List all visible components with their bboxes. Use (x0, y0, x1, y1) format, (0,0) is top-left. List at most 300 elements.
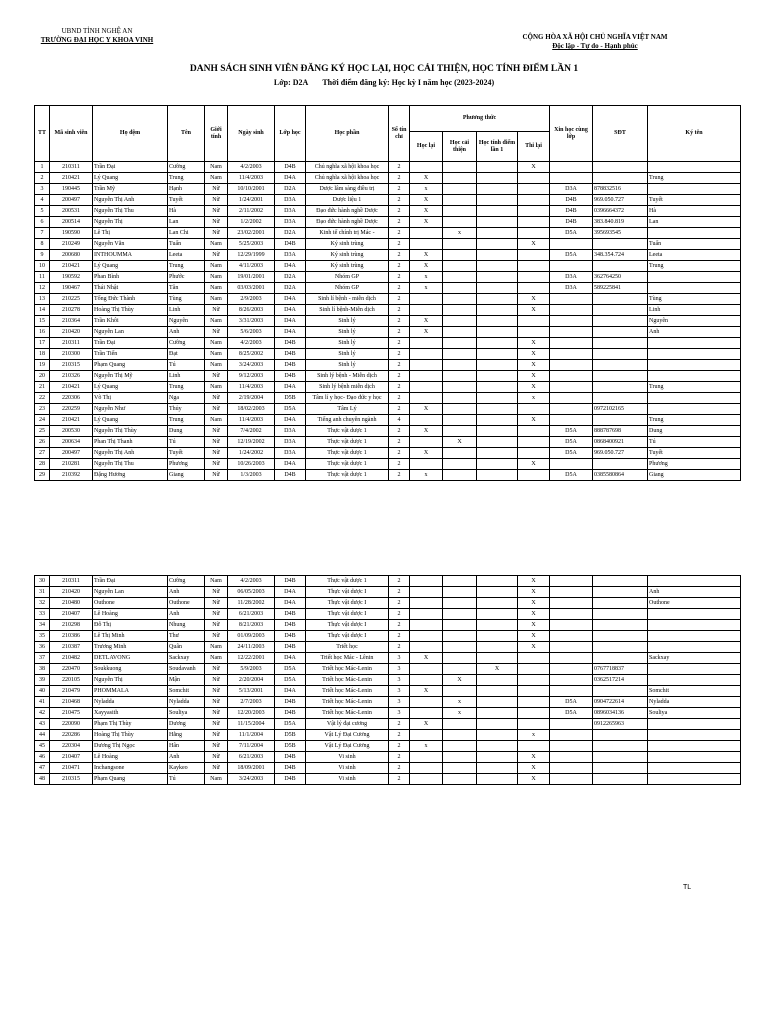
table-cell (648, 631, 741, 642)
table-cell: 3 (389, 686, 410, 697)
table-cell: 4/2/2003 (228, 162, 275, 173)
table-cell: 2 (389, 642, 410, 653)
table-cell: Anh (168, 609, 205, 620)
table-row (35, 774, 741, 785)
table-cell (443, 587, 477, 598)
table-cell: x (410, 184, 443, 195)
table-cell: x (443, 228, 477, 239)
table-cell (477, 459, 518, 470)
table-row (35, 228, 741, 239)
table-cell: Somchit (168, 686, 205, 697)
table-cell (593, 162, 648, 173)
table-cell (443, 774, 477, 785)
university-name: TRƯỜNG ĐẠI HỌC Y KHOA VINH (40, 36, 154, 44)
table-cell (477, 382, 518, 393)
table-cell: Mận (168, 675, 205, 686)
table-cell: Tuyết (168, 195, 205, 206)
table-cell: D3A (275, 437, 306, 448)
table-cell: 11/15/2004 (228, 719, 275, 730)
table-cell: x (410, 741, 443, 752)
table-cell (410, 239, 443, 250)
table-cell (593, 239, 648, 250)
table-cell: X (518, 576, 550, 587)
table-cell: 210315 (50, 774, 93, 785)
table-cell (410, 305, 443, 316)
table-cell: Anh (648, 327, 741, 338)
table-cell: Nam (205, 272, 228, 283)
table-cell: 2 (389, 349, 410, 360)
table-cell (410, 642, 443, 653)
table-cell (410, 752, 443, 763)
table-cell: 11/4/2003 (228, 173, 275, 184)
table-cell: 2 (389, 752, 410, 763)
table-cell (443, 316, 477, 327)
table-cell: 210298 (50, 620, 93, 631)
table-cell: Dung (648, 426, 741, 437)
table-cell: 4 (35, 195, 50, 206)
table-cell (410, 708, 443, 719)
table-cell: Tuyết (648, 195, 741, 206)
table-cell: Lý Quang (93, 415, 168, 426)
table-cell: 210482 (50, 653, 93, 664)
table-cell: Tú (168, 437, 205, 448)
table-cell (648, 393, 741, 404)
registration-table (34, 105, 741, 481)
table-cell: Trung (168, 261, 205, 272)
table-cell (410, 697, 443, 708)
table-cell: Linh (648, 305, 741, 316)
table-cell: Thực vật dược 1 (306, 459, 389, 470)
table-cell: 2 (389, 217, 410, 228)
table-cell (410, 349, 443, 360)
table-cell (443, 415, 477, 426)
col-improve: Học cải thiện (443, 132, 477, 162)
table-cell: 1/24/2001 (228, 195, 275, 206)
table-cell (550, 382, 593, 393)
table-cell (550, 316, 593, 327)
table-cell (593, 620, 648, 631)
table-cell: X (410, 426, 443, 437)
table-cell: Đạo đức hành nghề Dược (306, 206, 389, 217)
table-cell: Vi sinh (306, 774, 389, 785)
table-cell: 12/19/2002 (228, 437, 275, 448)
col-tt: TT (35, 106, 50, 162)
table-cell: Nữ (205, 675, 228, 686)
table-cell: 26 (35, 437, 50, 448)
table-cell: D4B (275, 576, 306, 587)
table-cell: Triết học Mác-Lenin (306, 697, 389, 708)
table-row (35, 719, 741, 730)
table-cell (443, 217, 477, 228)
table-cell: 22 (35, 393, 50, 404)
table-cell (550, 609, 593, 620)
table-cell: Tú (168, 774, 205, 785)
table-cell: 2 (389, 305, 410, 316)
table-cell: Lan (648, 217, 741, 228)
table-cell: D4A (275, 598, 306, 609)
table-cell: x (410, 272, 443, 283)
table-cell: Sinh lý (306, 327, 389, 338)
table-cell: X (518, 239, 550, 250)
table-cell (443, 642, 477, 653)
table-cell: Triết học Mác-Lenin (306, 686, 389, 697)
table-cell: D5A (275, 719, 306, 730)
table-row (35, 404, 741, 415)
table-row (35, 327, 741, 338)
table-cell: 220286 (50, 730, 93, 741)
table-row (35, 448, 741, 459)
table-cell (477, 239, 518, 250)
col-class: Lớp học (275, 106, 306, 162)
table-cell: 210475 (50, 708, 93, 719)
table-cell: Nữ (205, 459, 228, 470)
col-first-score: Học tính điểm lần 1 (477, 132, 518, 162)
table-cell (477, 272, 518, 283)
table-cell (443, 686, 477, 697)
table-cell: 2 (389, 719, 410, 730)
table-cell: 2 (389, 338, 410, 349)
table-row (35, 415, 741, 426)
table-cell (593, 360, 648, 371)
table-cell: Tú (648, 437, 741, 448)
table-cell (477, 162, 518, 173)
table-cell: Nyladda (168, 697, 205, 708)
table-cell: Thực vật dược I (306, 587, 389, 598)
table-cell: 43 (35, 719, 50, 730)
table-cell (477, 360, 518, 371)
col-same-class: Xin học cùng lớp (550, 106, 593, 162)
table-cell: Nữ (205, 250, 228, 261)
col-method: Phương thức (410, 106, 550, 132)
table-cell: 18/02/2003 (228, 404, 275, 415)
table-cell: Lan (168, 217, 205, 228)
table-cell: D4B (550, 206, 593, 217)
table-row (35, 686, 741, 697)
table-cell: 7/4/2002 (228, 426, 275, 437)
table-cell (550, 774, 593, 785)
table-cell (593, 609, 648, 620)
table-cell (518, 653, 550, 664)
table-cell: D4A (275, 653, 306, 664)
table-cell: 2 (389, 184, 410, 195)
table-cell: D4A (275, 686, 306, 697)
table-cell: 210311 (50, 162, 93, 173)
table-cell: Trần Mỹ (93, 184, 168, 195)
table-cell: 210311 (50, 338, 93, 349)
table-cell: Nguyễn Như (93, 404, 168, 415)
table-cell: X (410, 653, 443, 664)
table-cell (410, 576, 443, 587)
table-cell: Trung (168, 173, 205, 184)
table-cell: Cường (168, 576, 205, 587)
national-motto (500, 33, 690, 51)
table-cell (518, 250, 550, 261)
table-row (35, 294, 741, 305)
table-cell: D4A (275, 459, 306, 470)
table-cell: 210421 (50, 382, 93, 393)
table-cell: Nam (205, 349, 228, 360)
table-cell (443, 261, 477, 272)
table-cell: 348.354.724 (593, 250, 648, 261)
table-cell (477, 730, 518, 741)
table-cell: 31 (35, 587, 50, 598)
table-cell (550, 675, 593, 686)
table-cell (477, 448, 518, 459)
table-cell: 33 (35, 609, 50, 620)
table-cell: 210311 (50, 576, 93, 587)
table-cell: Nữ (205, 664, 228, 675)
table-row (35, 239, 741, 250)
table-row (35, 305, 741, 316)
table-row (35, 620, 741, 631)
table-cell: Anh (168, 587, 205, 598)
table-cell (648, 609, 741, 620)
table-cell: Tiếng anh chuyên ngành (306, 415, 389, 426)
table-cell: X (410, 404, 443, 415)
table-cell (410, 587, 443, 598)
table-cell (477, 393, 518, 404)
table-cell: Nguyễn Lan (93, 587, 168, 598)
table-cell: 200497 (50, 195, 93, 206)
table-cell: X (410, 250, 443, 261)
table-cell: 2 (389, 426, 410, 437)
table-cell: 3 (389, 675, 410, 686)
table-cell: D2A (275, 272, 306, 283)
table-cell (550, 598, 593, 609)
table-cell (648, 664, 741, 675)
table-cell (443, 448, 477, 459)
table-cell: Nữ (205, 598, 228, 609)
table-cell (593, 305, 648, 316)
table-cell (443, 763, 477, 774)
table-cell (648, 675, 741, 686)
table-cell: Nam (205, 261, 228, 272)
table-cell: Nam (205, 360, 228, 371)
table-cell: 878832516 (593, 184, 648, 195)
table-cell: D3A (550, 283, 593, 294)
table-cell: D4B (275, 774, 306, 785)
table-cell (410, 382, 443, 393)
table-cell: Tùng (648, 294, 741, 305)
table-cell: 2 (389, 272, 410, 283)
table-cell: D5A (550, 437, 593, 448)
table-cell: X (410, 261, 443, 272)
table-cell: Nguyễn Thị Mỹ (93, 371, 168, 382)
table-cell: Leeta (168, 250, 205, 261)
table-cell: D5A (275, 664, 306, 675)
table-cell (518, 206, 550, 217)
col-phone: SĐT (593, 106, 648, 162)
table-row (35, 217, 741, 228)
table-cell: 19 (35, 360, 50, 371)
table-cell: Triết học Mác - Lênin (306, 653, 389, 664)
table-cell: 210281 (50, 459, 93, 470)
table-cell (550, 730, 593, 741)
table-cell (550, 162, 593, 173)
table-cell: 0904722614 (593, 697, 648, 708)
table-cell: 210420 (50, 327, 93, 338)
table-cell (410, 338, 443, 349)
table-cell: 2 (389, 620, 410, 631)
table-cell (477, 686, 518, 697)
table-cell: D4B (275, 371, 306, 382)
table-cell: 10/26/2003 (228, 459, 275, 470)
table-cell: Sinh lí bệnh-Miễn dịch (306, 305, 389, 316)
table-cell: 18/09/2001 (228, 763, 275, 774)
table-cell: Trần Tiến (93, 349, 168, 360)
table-cell: 2 (389, 261, 410, 272)
table-cell: PHOMMALA (93, 686, 168, 697)
table-cell: 9 (35, 250, 50, 261)
table-cell: Nữ (205, 763, 228, 774)
table-cell: X (410, 719, 443, 730)
table-cell: 3 (389, 708, 410, 719)
table-cell: Đạo đức hành nghề Dược (306, 217, 389, 228)
table-cell (477, 404, 518, 415)
table-cell (648, 162, 741, 173)
table-cell (443, 195, 477, 206)
table-cell: Nữ (205, 697, 228, 708)
table-cell: 0767718837 (593, 664, 648, 675)
table-cell: Nữ (205, 206, 228, 217)
table-cell: X (518, 305, 550, 316)
table-row (35, 184, 741, 195)
table-cell (518, 272, 550, 283)
table-cell (593, 774, 648, 785)
table-cell: 210364 (50, 316, 93, 327)
table-row (35, 708, 741, 719)
table-cell: X (518, 459, 550, 470)
table-cell: 4/2/2003 (228, 576, 275, 587)
table-cell: 12 (35, 283, 50, 294)
table-cell (443, 349, 477, 360)
table-cell: Nữ (205, 371, 228, 382)
table-cell: D5A (550, 448, 593, 459)
table-cell: INTHOUMMA (93, 250, 168, 261)
table-cell: 210480 (50, 598, 93, 609)
table-cell: 5/6/2003 (228, 327, 275, 338)
table-cell (550, 173, 593, 184)
table-cell: 2 (389, 316, 410, 327)
table-cell: Dược lâm sàng điều trị (306, 184, 389, 195)
table-cell (443, 294, 477, 305)
table-cell: Chủ nghĩa xã hội khoa học (306, 173, 389, 184)
table-cell (550, 239, 593, 250)
table-cell: Phạm Quang (93, 360, 168, 371)
table-cell (593, 261, 648, 272)
table-cell (518, 719, 550, 730)
table-cell: Sinh lí bệnh - miễn dịch (306, 294, 389, 305)
table-cell (443, 338, 477, 349)
table-cell: 220306 (50, 393, 93, 404)
table-cell: 2 (389, 371, 410, 382)
table-cell: 6 (35, 217, 50, 228)
table-cell: x (410, 470, 443, 481)
table-cell: Thực vật dược 1 (306, 426, 389, 437)
table-cell: 2 (389, 741, 410, 752)
table-cell: 3 (389, 697, 410, 708)
table-cell: 190445 (50, 184, 93, 195)
table-cell: 2/7/2003 (228, 697, 275, 708)
table-row (35, 587, 741, 598)
table-cell: Phước (168, 272, 205, 283)
table-cell (443, 393, 477, 404)
table-cell (477, 250, 518, 261)
table-cell: Thực vật dược I (306, 598, 389, 609)
table-cell (550, 393, 593, 404)
table-cell: 25 (35, 426, 50, 437)
table-cell: 1/3/2003 (228, 470, 275, 481)
col-signature: Ký tên (648, 106, 741, 162)
table-cell: 20 (35, 371, 50, 382)
table-cell: Triết học Mác-Lenin (306, 708, 389, 719)
table-cell (410, 415, 443, 426)
table-cell (410, 459, 443, 470)
table-cell: D4A (275, 305, 306, 316)
table-cell: X (410, 195, 443, 206)
table-cell: Đạt (168, 349, 205, 360)
table-cell: Nyladda (648, 697, 741, 708)
table-cell: DETLAVONG (93, 653, 168, 664)
table-cell (477, 763, 518, 774)
table-cell: Hạnh (168, 184, 205, 195)
table-cell: Tâm lí y học- Đạo đức y học (306, 393, 389, 404)
table-cell: 11/28/2002 (228, 598, 275, 609)
table-cell: 2 (389, 730, 410, 741)
table-cell: x (410, 283, 443, 294)
table-cell: 4/11/2003 (228, 261, 275, 272)
table-cell: Hằng (168, 730, 205, 741)
table-cell: D5B (275, 741, 306, 752)
table-cell: D2A (275, 184, 306, 195)
table-cell: 23/02/2001 (228, 228, 275, 239)
table-cell (550, 349, 593, 360)
motto: Độc lập - Tự do - Hạnh phúc (552, 42, 638, 50)
table-cell (410, 294, 443, 305)
table-cell (477, 217, 518, 228)
table-cell: Nhóm GP (306, 272, 389, 283)
table-cell (518, 173, 550, 184)
table-cell (477, 642, 518, 653)
table-row (35, 261, 741, 272)
table-cell (443, 620, 477, 631)
table-cell (477, 426, 518, 437)
table-cell (593, 576, 648, 587)
table-cell: 1/2/2002 (228, 217, 275, 228)
table-cell: Nữ (205, 327, 228, 338)
col-name: Tên (168, 106, 205, 162)
table-cell: 2 (389, 382, 410, 393)
table-cell: 15 (35, 316, 50, 327)
table-cell (593, 730, 648, 741)
table-cell (477, 609, 518, 620)
table-cell: D2A (275, 228, 306, 239)
table-cell: Ký sinh trùng (306, 250, 389, 261)
table-cell: Nữ (205, 217, 228, 228)
table-cell: Thực vật dược 1 (306, 448, 389, 459)
table-cell: 5/9/2003 (228, 664, 275, 675)
table-cell: 8 (35, 239, 50, 250)
table-cell: Sackxay (168, 653, 205, 664)
table-cell (593, 752, 648, 763)
table-cell: Nữ (205, 752, 228, 763)
table-cell: 210249 (50, 239, 93, 250)
table-cell: Thực vật dược 1 (306, 576, 389, 587)
table-cell: 210407 (50, 609, 93, 620)
table-cell (550, 404, 593, 415)
table-cell (550, 371, 593, 382)
table-cell: 8/26/2003 (228, 305, 275, 316)
